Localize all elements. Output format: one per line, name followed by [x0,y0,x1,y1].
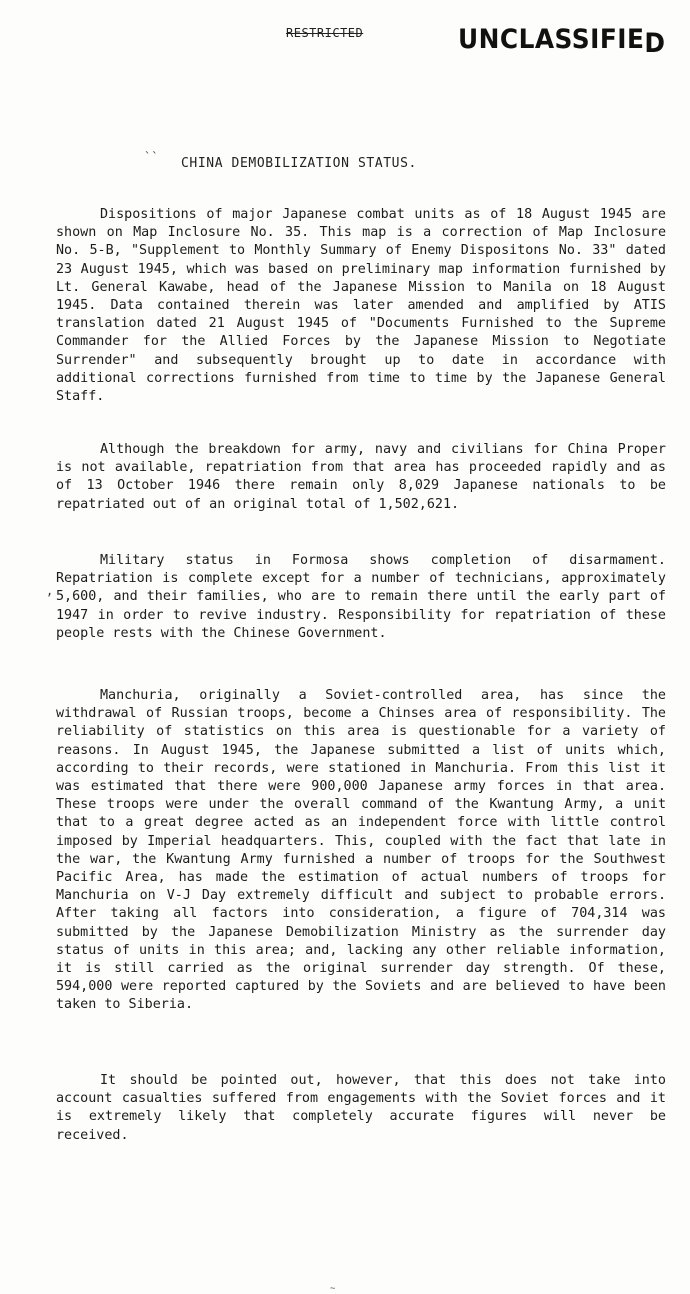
unclassified-stamp [458,24,666,59]
margin-tick-mark: `` [144,150,159,164]
document-title: CHINA DEMOBILIZATION STATUS. [181,156,417,171]
unclassified-stamp-main: UNCLASSIFIE [458,24,645,55]
paragraph-formosa: Military status in Formosa shows completion of disarmament. Repatriation is complete except for a number of technicians, approximately 5,600, and their families, who are to remain there until the early part of 1947 in order to revive industry. Responsibility for repatriation of these people rests with the Chinese Government. [56,553,666,641]
page-bottom-mark: ~ [330,1284,336,1294]
paragraph-dispositions: Dispositions of major Japanese combat units as of 18 August 1945 are shown on Map Inclosure No. 35. This map is a correction of Map Inclosure No. 5-B, "Supplement to Monthly Summary of Enemy Dispositons No. 33" dated 23 August 1945, which was based on preliminary map information furnished by Lt. General Kawabe, head of the Japanese Mission to Manila on 18 August 1945. Data contained therein was later amended and amplified by ATIS translation dated 21 August 1945 of "Documents Furnished to the Supreme Commander for the Allied Forces by the Japanese Mission to Negotiate Surrender" and subsequently brought up to date in accordance with additional corrections furnished from time to time by the Japanese General Staff. [56,207,666,405]
paragraph-manchuria: Manchuria, originally a Soviet-controlled area, has since the withdrawal of Russian troops, become a Chinses area of responsibility. The reliability of statistics on this area is questionable for a variety of reasons. In August 1945, the Japanese submitted a list of units which, according to their records, were stationed in Manchuria. From this list it was estimated that there were 900,000 Japanese army forces in that area. These troops were under the overall command of the Kwantung Army, a unit that to a great degree acted as an independent force with little control imposed by Imperial headquarters. This, coupled with the fact that late in the war, the Kwantung Army furnished a number of troops for the Southwest Pacific Area, has made the estimation of actual numbers of troops for Manchuria on V-J Day extremely difficult and subject to probable errors. After taking all factors into consideration, a figure of 704,314 was submitted by the Japanese Demobilization Ministry as the surrender day status of units in this area; and, lacking any other reliable information, it is still carried as the original surrender day strength. Of these, 594,000 were reported captured by the Soviets and are believed to have been taken to Siberia. [56,688,666,1013]
margin-mark: , [46,584,54,598]
restricted-stamp: RESTRICTED [286,26,364,40]
unclassified-stamp-last-letter: D [644,28,666,59]
paragraph-china-proper: Although the breakdown for army, navy and civilians for China Proper is not available, repatriation from that area has proceeded rapidly and as of 13 October 1946 there remain only 8,029 Japanese nationals to be repatriated out of an original total of 1,502,621. [56,442,666,512]
paragraph-casualties: It should be pointed out, however, that this does not take into account casualties suffered from engagements with the Soviet forces and it is extremely likely that completely accurate figures will never be received. [56,1073,666,1143]
